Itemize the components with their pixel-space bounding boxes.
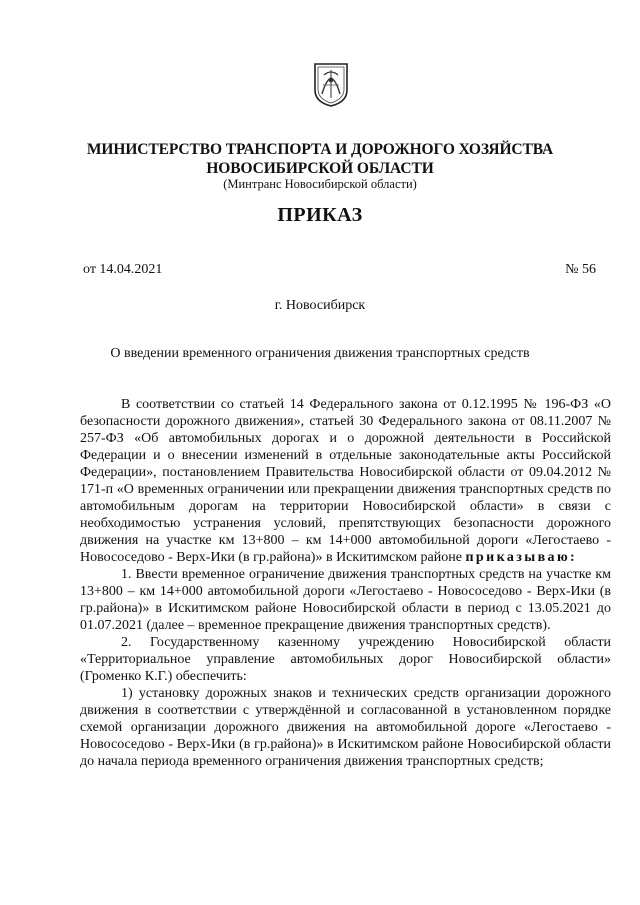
- order-subject: О введении временного ограничения движения транспортных средств: [110, 346, 530, 361]
- order-date: от 14.04.2021: [83, 262, 163, 277]
- ministry-abbreviation: (Минтранс Новосибирской области): [223, 177, 417, 191]
- ministry-name-line2: НОВОСИБИРСКОЙ ОБЛАСТИ: [206, 160, 434, 177]
- city: г. Новосибирск: [274, 298, 366, 313]
- order-body: [80, 396, 611, 770]
- item-2-1-paragraph: 1) установку дорожных знаков и технических средств организации дорожного движения в соответствии с утверждённой и согласованной в установленном порядке схемой организации дорожного движения на автомобильной дороге «Легостаево - Новососедово - Верх-Ики (в гр.района)» в Искитимском районе Новосибирской области до начала периода временного ограничения движения транспортных средств;: [80, 686, 611, 769]
- order-word: приказываю:: [465, 550, 578, 565]
- coat-of-arms-icon: [312, 60, 350, 108]
- preamble-paragraph: [80, 396, 611, 566]
- item-2-paragraph: 2. Государственному казенному учреждению Новосибирской области «Территориальное управление автомобильных дорог Новосибирской области» (Громенко К.Г.) обеспечить:: [80, 635, 611, 684]
- ministry-name: [60, 140, 580, 178]
- document-type-title: ПРИКАЗ: [277, 204, 363, 226]
- ministry-name-line1: МИНИСТЕРСТВО ТРАНСПОРТА И ДОРОЖНОГО ХОЗЯЙСТВА: [86, 141, 554, 158]
- item-1-paragraph: 1. Ввести временное ограничение движения транспортных средств на участке км 13+800 – км 14+000 автомобильной дороги «Легостаево - Новососедово - Верх-Ики (в гр.района)» в Искитимском районе Новосибирской области в период с 13.05.2021 до 01.07.2021 (далее – временное прекращение движения транспортных средств).: [80, 567, 611, 633]
- preamble-text: В соответствии со статьей 14 Федерального закона от 0.12.1995 № 196-ФЗ «О безопасности дорожного движения», статьей 30 Федерального закона от 08.11.2007 № 257-ФЗ «Об автомобильных дорогах и о дорожной деятельности в Российской Федерации и о внесении изменений в отдельные законодательные акты Российской Федерации», постановлением Правительства Новосибирской области от 09.04.2012 № 171-п «О временных ограничении или прекращении движения транспортных средств по автомобильным дорогам на территории Новосибирской области» в связи с необходимостью устранения условий, препятствующих безопасности дорожного движения на участке км 13+800 – км 14+000 автомобильной дороги «Легостаево - Новососедово - Верх-Ики (в гр.района)» в Искитимском районе: [80, 397, 611, 565]
- order-number: № 56: [565, 262, 596, 277]
